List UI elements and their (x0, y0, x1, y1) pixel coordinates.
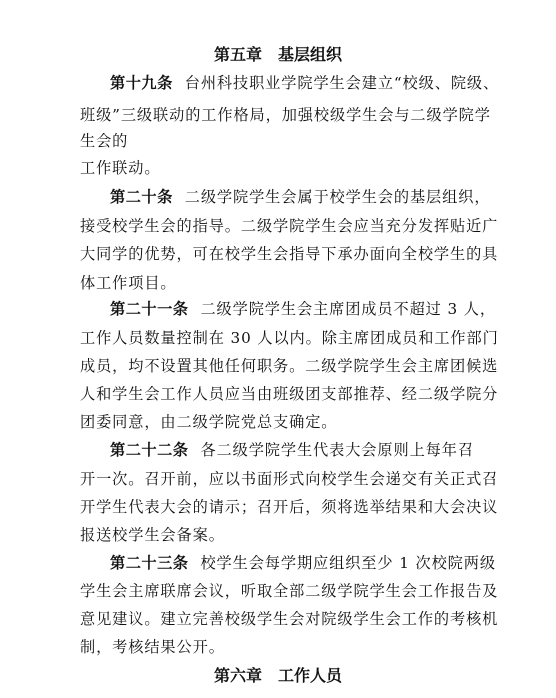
article-19-heading: 第十九条 (110, 74, 173, 92)
article-22-line-2: 开一次。召开前，应以书面形式向校学生会递交有关正式召 (80, 470, 499, 488)
chapter-5-title: 第五章 基层组织 (213, 45, 342, 64)
article-20-line-2: 接受校学生会的指导。二级学院学生会应当充分发挥贴近广 (80, 217, 499, 235)
article-22-line-4: 报送校学生会备案。 (80, 526, 225, 544)
article-23-text-1: 校学生会每学期应组织至少 1 次校院两级 (200, 554, 496, 572)
article-22-heading: 第二十二条 (110, 441, 189, 459)
article-22-text-1: 各二级学院学生代表大会原则上每年召 (200, 441, 474, 459)
article-21-line-1 (110, 298, 496, 319)
article-21-heading: 第二十一条 (110, 300, 189, 318)
article-23-line-2: 学生会主席联席会议，听取全部二级学院学生会工作报告及 (80, 582, 499, 600)
article-19-line-4: 工作联动。 (80, 159, 161, 177)
article-20-line-4: 体工作项目。 (80, 274, 177, 292)
chapter-6-title: 第六章 工作人员 (213, 666, 342, 685)
article-21-line-3: 成员，均不设置其他任何职务。二级学院学生会主席团候选 (80, 357, 499, 375)
article-20-line-3: 大同学的优势，可在校学生会指导下承办面向全校学生的具 (80, 245, 499, 263)
article-21-line-2: 工作人员数量控制在 30 人以内。除主席团成员和工作部门 (80, 329, 499, 347)
article-21-text-1: 二级学院学生会主席团成员不超过 3 人， (200, 300, 496, 318)
article-23-line-3: 意见建议。建立完善校级学生会对院级学生会工作的考核机 (80, 610, 499, 628)
article-19-text-1: 台州科技职业学院学生会建立“校级、院级、 (184, 74, 500, 92)
article-21-line-5: 团委同意，由二级学院党总支确定。 (80, 413, 338, 431)
article-23-heading: 第二十三条 (110, 554, 189, 572)
article-19-line-1 (110, 72, 499, 93)
article-23-line-4: 制，考核结果公开。 (80, 638, 225, 656)
article-22-line-3: 开学生代表大会的请示；召开后，须将选举结果和大会决议 (80, 498, 499, 516)
article-19-line-3: 生会的 (80, 132, 129, 150)
article-22-line-1 (110, 439, 474, 460)
article-20-line-1 (110, 186, 490, 207)
article-21-line-4: 人和学生会工作人员应当由班级团支部推荐、经二级学院分 (80, 385, 499, 403)
article-19-line-2: 班级”三级联动的工作格局，加强校级学生会与二级学院学 (80, 106, 491, 124)
article-20-text-1: 二级学院学生会属于校学生会的基层组织， (184, 188, 491, 206)
article-20-heading: 第二十条 (110, 188, 173, 206)
article-23-line-1 (110, 552, 496, 573)
